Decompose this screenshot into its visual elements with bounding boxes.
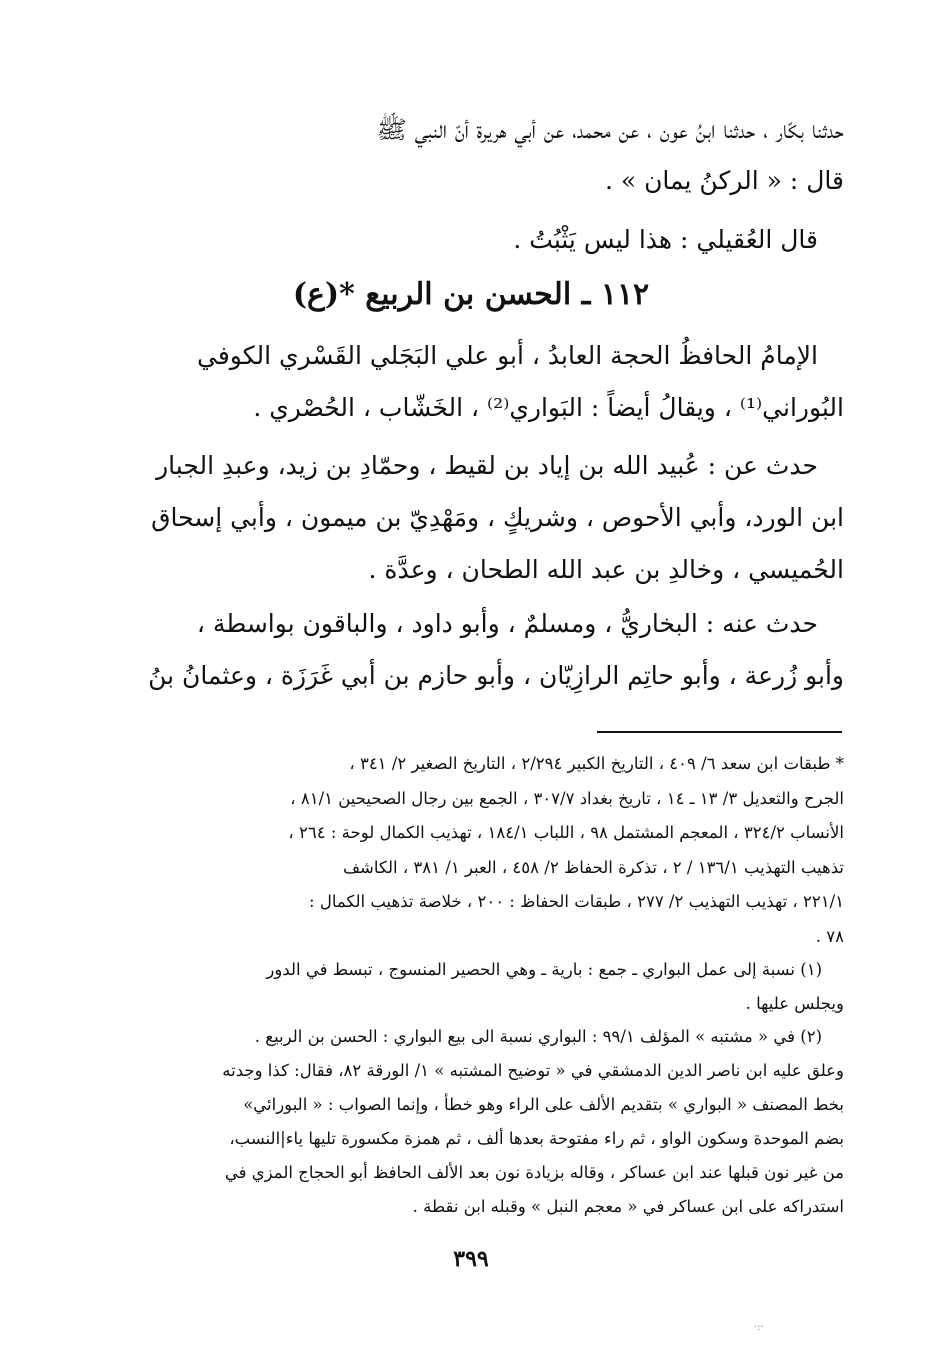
footnote-line: ويجلس عليها . [745,994,844,1013]
page-number: ٣٩٩ [453,1246,489,1272]
text-line: حدث عنه : البخاريُّ ، ومسلمٌ ، وأبو داود ، والباقون بواسطة ، [196,609,818,638]
footnote-line: (٢) في « مشتبه » المؤلف ٩٩/١ : البواري نسبة الى بيع البواري : الحسن بن الربيع . [254,1027,822,1046]
text-line: البُوراني⁽¹⁾ ، ويقالُ أيضاً : البَواري⁽²⁾ ، الخَشّاب ، الحُصْري . [253,393,844,422]
footnote-line: بضم الموحدة وسكون الواو ، ثم راء مفتوحة بعدها ألف ، ثم همزة مكسورة تليها ياء|النسب، [229,1129,844,1148]
text-line: قال العُقيلي : هذا ليس يَثْبُتُ . [513,225,818,254]
footnote-divider [597,731,842,733]
text-line: حدثنا بكّار ، حدثنا ابنُ عون ، عن محمد، عن أبي هريرة أنّ النبي ﷺ [376,115,844,144]
teachers-paragraph [151,440,844,596]
footnote-line: * طبقات ابن سعد ٦/ ٤٠٩ ، التاريخ الكبير ٢/٢٩٤ ، التاريخ الصغير ٢/ ٣٤١ ، [349,754,844,773]
hadith-text [182,103,844,266]
entry-heading: ١١٢ ـ الحسن بن الربيع *(ع) [292,277,650,312]
text-line: ابن الورد، وأبي الأحوص ، وشريكٍ ، ومَهْدِيّ بن ميمون ، وأبي إسحاق [151,503,844,532]
footnote-line: الجرح والتعديل ٣/ ١٣ ـ ١٤ ، تاريخ بغداد ٣٠٧/٧ ، الجمع بين رجال الصحيحين ٨١/١ ، [290,788,844,808]
footnote-sources [182,747,844,954]
footnote-line: وعلق عليه ابن ناصر الدين الدمشقي في « توضيح المشتبه » ١/ الورقة ٨٢، فقال: كذا وجدته [222,1061,844,1080]
footnote-line: ٧٨ . [815,926,844,946]
text-line: قال : « الركنُ يمان » . [604,166,844,195]
footnote-2 [182,1020,844,1224]
text-line: الإمامُ الحافظُ الحجة العابدُ ، أبو علي البَجَلي القَسْري الكوفي [197,341,818,370]
biography-paragraph [160,330,844,434]
footnote-line: تذهيب التهذيب ١٣٦/١ / ٢ ، تذكرة الحفاظ ٢/ ٤٥٨ ، العبر ١/ ٣٨١ ، الكاشف [342,857,844,877]
text-line: حدث عن : عُبيد الله بن إياد بن لقيط ، وحمّادِ بن زيد، وعبدِ الجبار [156,451,818,480]
text-line: الحُميسي ، وخالدِ بن عبد الله الطحان ، وعدَّة . [368,555,844,584]
footnote-1 [182,953,844,1021]
text-line: وأبو زُرعة ، وأبو حاتِم الرازِيّان ، وأبو حازم بن أبي غَرَزَة ، وعثمانُ بنُ [148,661,844,690]
footnote-line: (١) نسبة إلى عمل البواري ـ جمع : بارية ـ وهي الحصير المنسوج ، تبسط في الدور [266,960,822,979]
students-paragraph [148,598,844,702]
footnote-line: ٢٢١/١ ، تهذيب التهذيب ٢/ ٢٧٧ ، طبقات الحفاظ : ٢٠٠ ، خلاصة تذهيب الكمال : [309,892,844,911]
footnote-line: استدراكه على ابن عساكر في « معجم النبل » وقبله ابن نقطة . [412,1197,844,1216]
scan-speck-icon: ·:· [754,1322,764,1333]
footnote-line: الأنساب ٣٢٤/٢ ، المعجم المشتمل ٩٨ ، اللباب ١٨٤/١ ، تهذيب الكمال لوحة : ٢٦٤ ، [288,823,844,842]
footnote-line: من غير نون قبلها عند ابن عساكر ، وقاله بزيادة نون بعد الألف الحافظ أبو الحجاج المزي في [224,1163,844,1182]
footnote-line: بخط المصنف « البواري » بتقديم الألف على الراء وهو خطأ ، وإنما الصواب : « البورائي» [243,1095,844,1114]
